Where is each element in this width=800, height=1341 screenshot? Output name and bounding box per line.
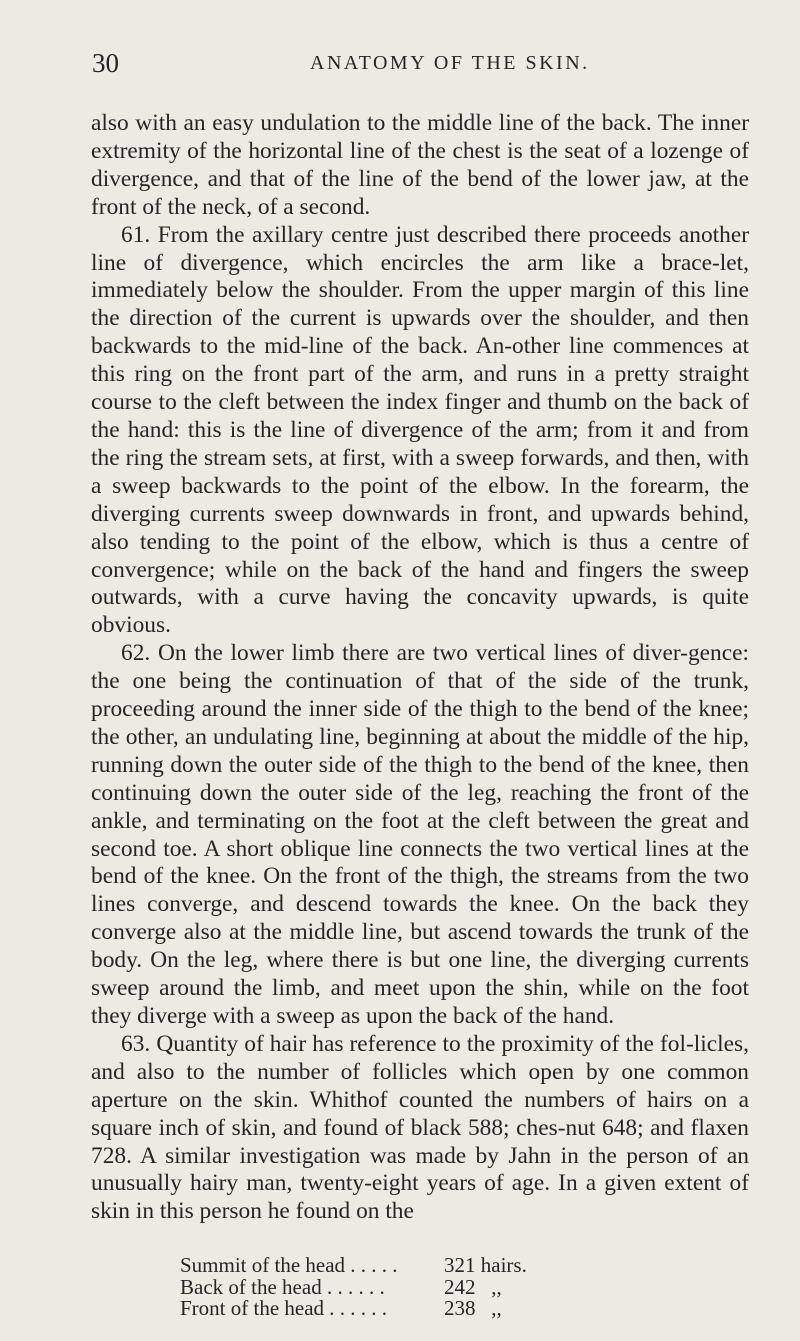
table-row [180, 1298, 580, 1320]
body-text [91, 110, 749, 1226]
row-label: Back of the head . . . . . . [180, 1274, 385, 1299]
paragraph-62: 62. On the lower limb there are two vertical lines of diver-gence: the one being the continuation of that of the side of the trunk, proceeding around the inner side of the thigh to the bend of the knee; the other, an undulating line, beginning at about the middle of the hip, running down the outer side of the thigh to the bend of the knee, then continuing down the outer side of the leg, reaching the front of the ankle, and terminating on the foot at the cleft between the great and second toe. A short oblique line connects the two vertical lines at the bend of the knee. On the front of the thigh, the streams from the two lines converge, and descend towards the knee. On the back they converge also at the middle line, but ascend towards the trunk of the body. On the leg, where there is but one line, the diverging currents sweep around the limb, and meet upon the shin, while on the foot they diverge with a sweep as upon the back of the hand. [91, 640, 749, 1029]
paragraph-61: 61. From the axillary centre just described there proceeds another line of divergence, which encircles the arm like a brace-let, immediately below the shoulder. From the upper margin of this line the direction of the current is upwards over the shoulder, and then backwards to the mid-line of the back. An-other line commences at this ring on the front part of the arm, and runs in a pretty straight course to the cleft between the index finger and thumb on the back of the hand: this is the line of divergence of the arm; from it and from the ring the stream sets, at first, with a sweep forwards, and then, with a sweep backwards to the point of the elbow. In the forearm, the diverging currents sweep downwards in front, and upwards behind, also tending to the point of the elbow, which is thus a centre of convergence; while on the back of the hand and fingers the sweep outwards, with a curve having the concavity upwards, is quite obvious. [91, 221, 749, 639]
table-row [180, 1274, 580, 1299]
table-row [180, 1255, 580, 1277]
paragraph-63: 63. Quantity of hair has reference to the proximity of the fol-licles, and also to the number of follicles which open by one common aperture on the skin. Whithof counted the numbers of hairs on a square inch of skin, and found of black 588; ches-nut 648; and flaxen 728. A similar investigation was made by Jahn in the person of an unusually hairy man, twenty-eight years of age. In a given extent of skin in this person he found on the [91, 1030, 749, 1225]
hair-count-table [180, 1255, 580, 1320]
row-label: Front of the head . . . . . . [180, 1296, 388, 1320]
page-header [92, 48, 732, 82]
page-number: 30 [92, 48, 119, 78]
row-value: 242 ,, [444, 1274, 502, 1299]
running-head: ANATOMY OF THE SKIN. [310, 52, 590, 74]
paragraph-continuation: also with an easy undulation to the middle line of the back. The inner extremity of the horizontal line of the chest is the seat of a lozenge of divergence, and that of the line of the bend of the lower jaw, at the front of the neck, of a second. [91, 110, 749, 220]
row-value: 321 hairs. [444, 1253, 527, 1277]
row-value: 238 ,, [444, 1296, 502, 1320]
row-label: Summit of the head . . . . . [180, 1253, 398, 1277]
